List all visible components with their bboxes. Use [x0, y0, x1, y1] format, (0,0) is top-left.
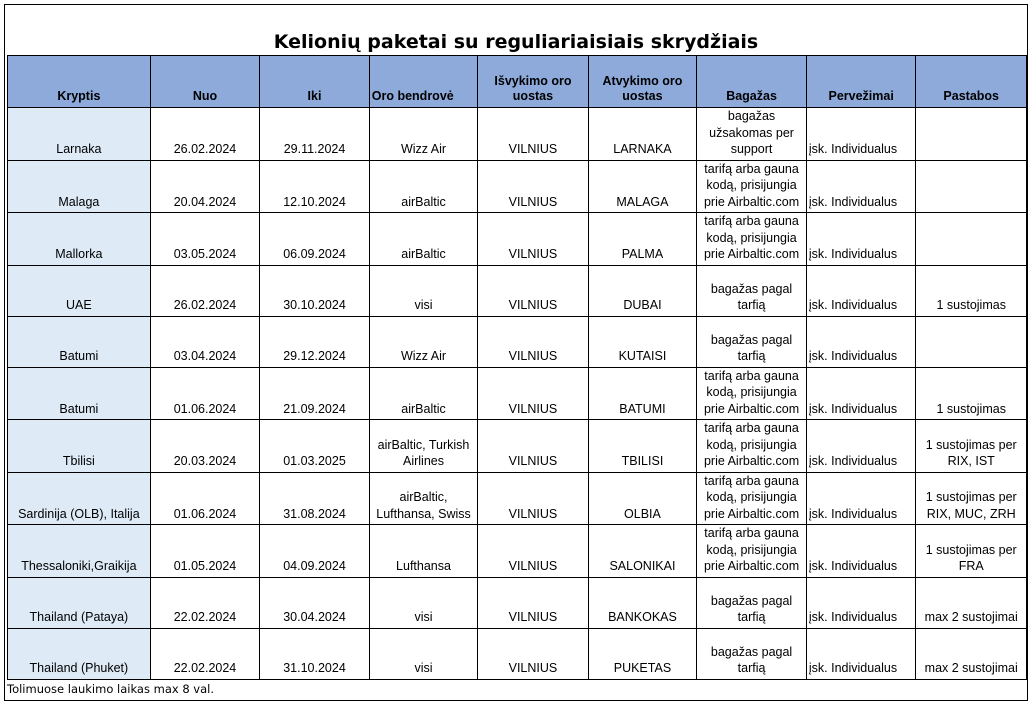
table-body [8, 108, 1027, 680]
cell-notes[interactable]: 1 sustojimas per RIX, IST [916, 420, 1027, 473]
cell-airline[interactable]: visi [369, 628, 477, 679]
cell-iki[interactable]: 29.12.2024 [260, 316, 370, 367]
header-nuo[interactable]: Nuo [150, 56, 260, 108]
cell-nuo[interactable]: 03.05.2024 [150, 213, 260, 266]
cell-transfer[interactable]: įsk. Individualus [806, 213, 916, 266]
table-row [8, 472, 1027, 525]
cell-arrival-airport[interactable]: PALMA [588, 213, 697, 266]
cell-airline[interactable]: airBaltic [369, 367, 477, 420]
cell-kryptis[interactable]: UAE [8, 265, 151, 316]
header-oro-bendrove[interactable]: Oro bendrovė [369, 56, 477, 108]
cell-airline[interactable]: airBaltic [369, 160, 477, 213]
cell-baggage[interactable]: bagažas pagal tarfią [697, 628, 807, 679]
cell-nuo[interactable]: 22.02.2024 [150, 628, 260, 679]
packages-table [7, 55, 1027, 680]
cell-iki[interactable]: 04.09.2024 [260, 525, 370, 578]
cell-baggage[interactable]: tarifą arba gauna kodą, prisijungia prie Airbaltic.com [697, 367, 807, 420]
cell-departure-airport[interactable]: VILNIUS [478, 420, 588, 473]
table-row [8, 525, 1027, 578]
cell-arrival-airport[interactable]: MALAGA [588, 160, 697, 213]
cell-notes[interactable]: max 2 sustojimai [916, 628, 1027, 679]
cell-kryptis[interactable]: Tbilisi [8, 420, 151, 473]
cell-baggage[interactable]: tarifą arba gauna kodą, prisijungia prie Airbaltic.com [697, 525, 807, 578]
cell-airline[interactable]: Wizz Air [369, 108, 477, 161]
page-title: Kelionių paketai su reguliariaisiais skrydžiais [273, 31, 759, 53]
table-row [8, 628, 1027, 679]
header-kryptis[interactable]: Kryptis [8, 56, 151, 108]
cell-transfer[interactable]: įsk. Individualus [806, 628, 916, 679]
cell-baggage[interactable]: bagažas užsakomas per support [697, 108, 807, 161]
cell-airline[interactable]: airBaltic, Turkish Airlines [369, 420, 477, 473]
cell-transfer[interactable]: įsk. Individualus [806, 265, 916, 316]
cell-notes[interactable]: 1 sustojimas per FRA [916, 525, 1027, 578]
header-pervezimai[interactable]: Pervežimai [806, 56, 916, 108]
table-row [8, 316, 1027, 367]
cell-airline[interactable]: Lufthansa [369, 525, 477, 578]
cell-kryptis[interactable]: Batumi [8, 367, 151, 420]
cell-kryptis[interactable]: Mallorka [8, 213, 151, 266]
cell-iki[interactable]: 01.03.2025 [260, 420, 370, 473]
cell-nuo[interactable]: 26.02.2024 [150, 265, 260, 316]
cell-baggage[interactable]: bagažas pagal tarfią [697, 265, 807, 316]
cell-nuo[interactable]: 20.04.2024 [150, 160, 260, 213]
table-row [8, 160, 1027, 213]
cell-notes[interactable]: 1 sustojimas [916, 367, 1027, 420]
cell-notes[interactable] [916, 316, 1027, 367]
cell-kryptis[interactable]: Larnaka [8, 108, 151, 161]
cell-iki[interactable]: 29.11.2024 [260, 108, 370, 161]
cell-iki[interactable]: 31.10.2024 [260, 628, 370, 679]
cell-arrival-airport[interactable]: BANKOKAS [588, 577, 697, 628]
cell-nuo[interactable]: 26.02.2024 [150, 108, 260, 161]
cell-transfer[interactable]: įsk. Individualus [806, 367, 916, 420]
cell-departure-airport[interactable]: VILNIUS [478, 213, 588, 266]
cell-nuo[interactable]: 20.03.2024 [150, 420, 260, 473]
header-iki[interactable]: Iki [260, 56, 370, 108]
cell-airline[interactable]: Wizz Air [369, 316, 477, 367]
cell-transfer[interactable]: įsk. Individualus [806, 316, 916, 367]
table-row [8, 213, 1027, 266]
cell-kryptis[interactable]: Sardinija (OLB), Italija [8, 472, 151, 525]
cell-nuo[interactable]: 01.05.2024 [150, 525, 260, 578]
cell-nuo[interactable]: 01.06.2024 [150, 367, 260, 420]
cell-transfer[interactable]: įsk. Individualus [806, 472, 916, 525]
cell-iki[interactable]: 31.08.2024 [260, 472, 370, 525]
cell-transfer[interactable]: įsk. Individualus [806, 160, 916, 213]
cell-notes[interactable]: max 2 sustojimai [916, 577, 1027, 628]
cell-departure-airport[interactable]: VILNIUS [478, 525, 588, 578]
cell-iki[interactable]: 21.09.2024 [260, 367, 370, 420]
cell-kryptis[interactable]: Batumi [8, 316, 151, 367]
cell-notes[interactable] [916, 160, 1027, 213]
cell-transfer[interactable]: įsk. Individualus [806, 577, 916, 628]
cell-departure-airport[interactable]: VILNIUS [478, 577, 588, 628]
cell-baggage[interactable]: bagažas pagal tarfią [697, 316, 807, 367]
cell-arrival-airport[interactable]: TBILISI [588, 420, 697, 473]
cell-kryptis[interactable]: Thailand (Pataya) [8, 577, 151, 628]
spreadsheet-sheet [4, 4, 1028, 701]
header-bagazas[interactable]: Bagažas [697, 56, 807, 108]
footnote: Tolimuose laukimo laikas max 8 val. [7, 682, 214, 696]
cell-arrival-airport[interactable]: LARNAKA [588, 108, 697, 161]
cell-nuo[interactable]: 22.02.2024 [150, 577, 260, 628]
cell-departure-airport[interactable]: VILNIUS [478, 316, 588, 367]
table-row [8, 108, 1027, 161]
cell-arrival-airport[interactable]: BATUMI [588, 367, 697, 420]
cell-departure-airport[interactable]: VILNIUS [478, 472, 588, 525]
table-row [8, 420, 1027, 473]
cell-airline[interactable]: visi [369, 265, 477, 316]
cell-departure-airport[interactable]: VILNIUS [478, 108, 588, 161]
table-row [8, 265, 1027, 316]
cell-departure-airport[interactable]: VILNIUS [478, 367, 588, 420]
cell-transfer[interactable]: įsk. Individualus [806, 525, 916, 578]
cell-baggage[interactable]: tarifą arba gauna kodą, prisijungia prie Airbaltic.com [697, 420, 807, 473]
cell-baggage[interactable]: tarifą arba gauna kodą, prisijungia prie Airbaltic.com [697, 472, 807, 525]
cell-transfer[interactable]: įsk. Individualus [806, 420, 916, 473]
cell-kryptis[interactable]: Thessaloniki,Graikija [8, 525, 151, 578]
table-row [8, 577, 1027, 628]
header-atvykimo-oro-uostas[interactable]: Atvykimo oro uostas [588, 56, 697, 108]
cell-iki[interactable]: 30.10.2024 [260, 265, 370, 316]
cell-kryptis[interactable]: Thailand (Phuket) [8, 628, 151, 679]
cell-departure-airport[interactable]: VILNIUS [478, 265, 588, 316]
cell-iki[interactable]: 30.04.2024 [260, 577, 370, 628]
header-pastabos[interactable]: Pastabos [916, 56, 1027, 108]
cell-baggage[interactable]: bagažas pagal tarfią [697, 577, 807, 628]
table-row [8, 367, 1027, 420]
cell-arrival-airport[interactable]: DUBAI [588, 265, 697, 316]
cell-arrival-airport[interactable]: OLBIA [588, 472, 697, 525]
cell-airline[interactable]: airBaltic, Lufthansa, Swiss [369, 472, 477, 525]
cell-arrival-airport[interactable]: SALONIKAI [588, 525, 697, 578]
header-row [8, 56, 1027, 108]
cell-iki[interactable]: 12.10.2024 [260, 160, 370, 213]
cell-departure-airport[interactable]: VILNIUS [478, 160, 588, 213]
cell-airline[interactable]: visi [369, 577, 477, 628]
cell-iki[interactable]: 06.09.2024 [260, 213, 370, 266]
cell-notes[interactable]: 1 sustojimas [916, 265, 1027, 316]
cell-transfer[interactable]: įsk. Individualus [806, 108, 916, 161]
cell-baggage[interactable]: tarifą arba gauna kodą, prisijungia prie Airbaltic.com [697, 160, 807, 213]
cell-nuo[interactable]: 03.04.2024 [150, 316, 260, 367]
cell-arrival-airport[interactable]: PUKETAS [588, 628, 697, 679]
cell-departure-airport[interactable]: VILNIUS [478, 628, 588, 679]
header-isvykimo-oro-uostas[interactable]: Išvykimo oro uostas [478, 56, 588, 108]
cell-notes[interactable]: 1 sustojimas per RIX, MUC, ZRH [916, 472, 1027, 525]
cell-notes[interactable] [916, 108, 1027, 161]
cell-nuo[interactable]: 01.06.2024 [150, 472, 260, 525]
cell-kryptis[interactable]: Malaga [8, 160, 151, 213]
cell-arrival-airport[interactable]: KUTAISI [588, 316, 697, 367]
cell-airline[interactable]: airBaltic [369, 213, 477, 266]
cell-notes[interactable] [916, 213, 1027, 266]
cell-baggage[interactable]: tarifą arba gauna kodą, prisijungia prie Airbaltic.com [697, 213, 807, 266]
